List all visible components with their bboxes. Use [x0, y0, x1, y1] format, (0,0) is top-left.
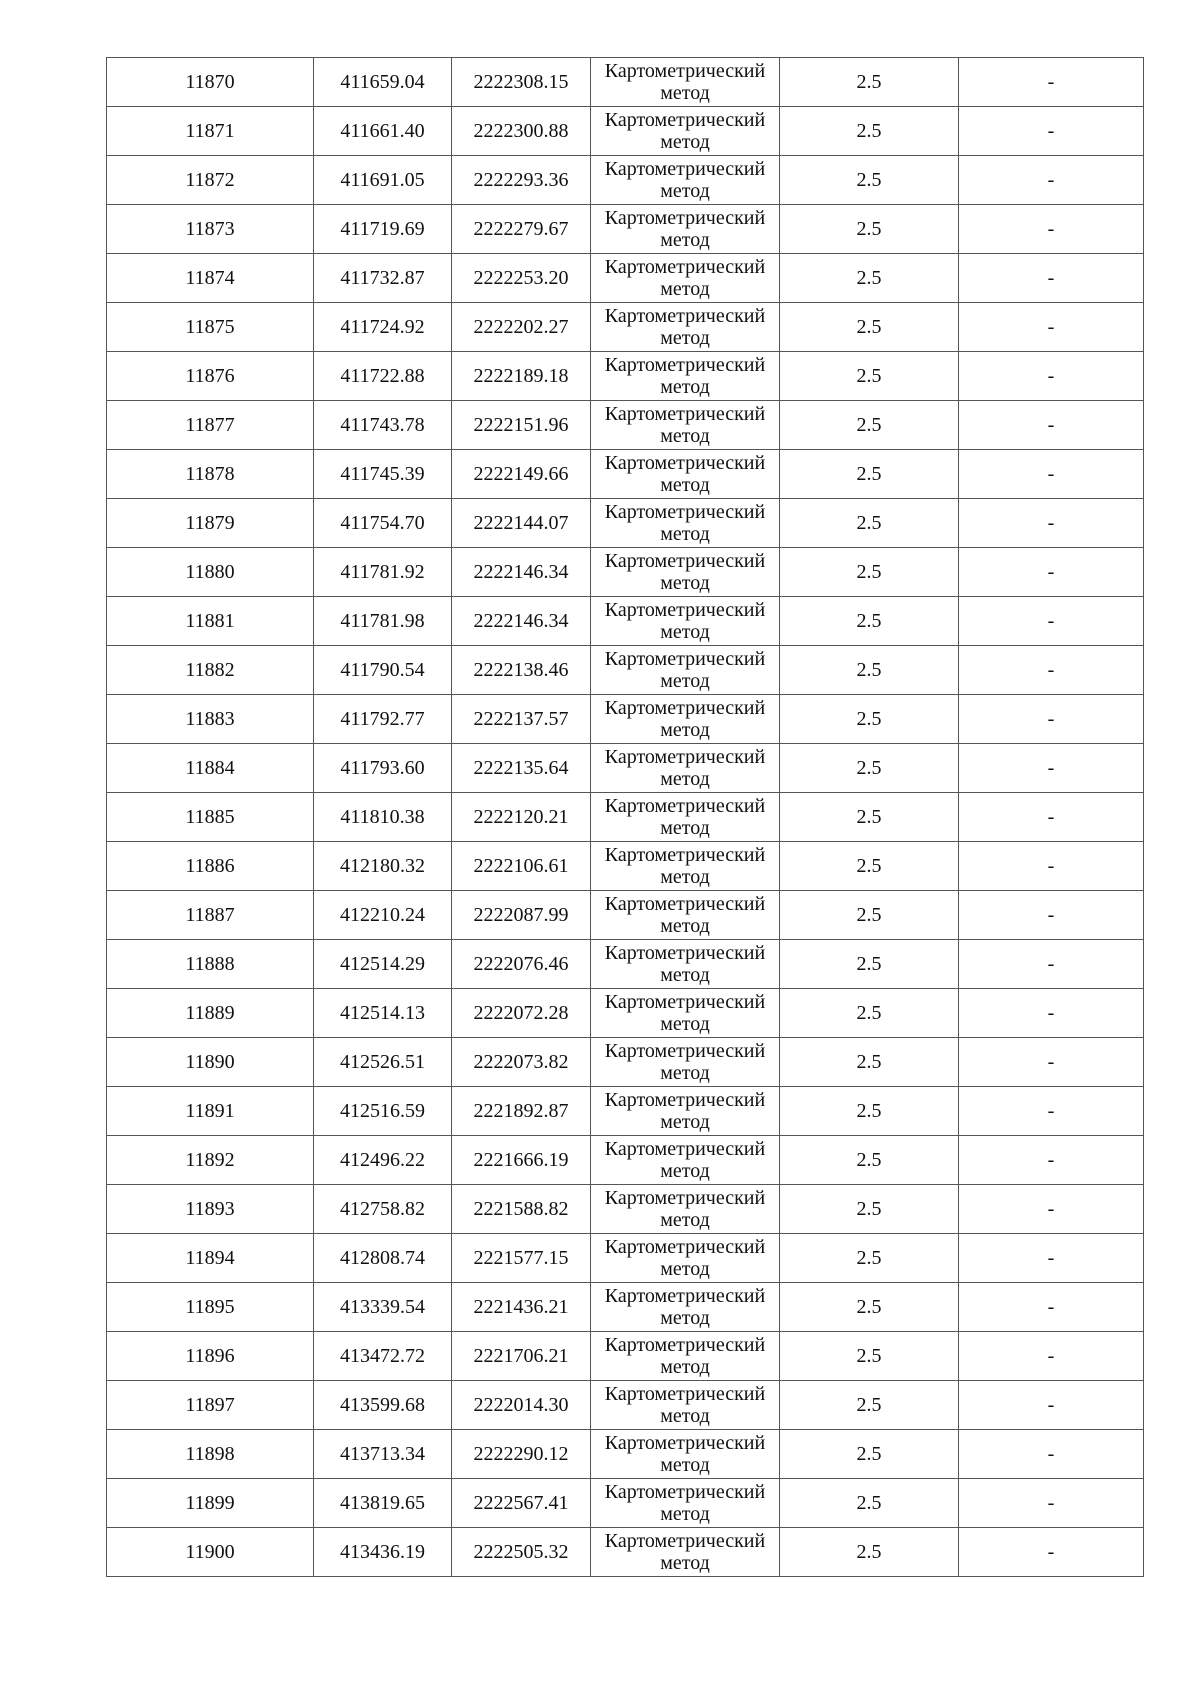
method-line-2: метод: [660, 621, 710, 643]
note-cell: -: [959, 1185, 1144, 1234]
method-line-2: метод: [660, 425, 710, 447]
table-row: [107, 1332, 1144, 1381]
point-number-cell: 11876: [107, 352, 314, 401]
x-coordinate-cell: 413339.54: [314, 1283, 452, 1332]
y-coordinate-cell: 2221577.15: [452, 1234, 591, 1283]
y-coordinate-cell: 2222293.36: [452, 156, 591, 205]
point-number-cell: 11890: [107, 1038, 314, 1087]
accuracy-cell: 2.5: [780, 1087, 959, 1136]
method-line-1: Картометрический: [604, 893, 766, 915]
point-number-cell: 11895: [107, 1283, 314, 1332]
method-line-1: Картометрический: [604, 1285, 766, 1307]
note-cell: -: [959, 646, 1144, 695]
method-cell: [591, 793, 780, 842]
accuracy-cell: 2.5: [780, 1185, 959, 1234]
y-coordinate-cell: 2222300.88: [452, 107, 591, 156]
x-coordinate-cell: 412514.13: [314, 989, 452, 1038]
x-coordinate-cell: 412210.24: [314, 891, 452, 940]
y-coordinate-cell: 2221588.82: [452, 1185, 591, 1234]
method-cell: [591, 1136, 780, 1185]
method-line-1: Картометрический: [604, 550, 766, 572]
accuracy-cell: 2.5: [780, 1479, 959, 1528]
table-row: [107, 58, 1144, 107]
method-line-2: метод: [660, 1209, 710, 1231]
method-line-2: метод: [660, 327, 710, 349]
table-row: [107, 401, 1144, 450]
method-cell: [591, 1381, 780, 1430]
note-cell: -: [959, 205, 1144, 254]
x-coordinate-cell: 412516.59: [314, 1087, 452, 1136]
method-line-1: Картометрический: [604, 844, 766, 866]
point-number-cell: 11891: [107, 1087, 314, 1136]
x-coordinate-cell: 413819.65: [314, 1479, 452, 1528]
point-number-cell: 11881: [107, 597, 314, 646]
accuracy-cell: 2.5: [780, 695, 959, 744]
method-line-2: метод: [660, 131, 710, 153]
y-coordinate-cell: 2222189.18: [452, 352, 591, 401]
point-number-cell: 11880: [107, 548, 314, 597]
method-line-1: Картометрический: [604, 697, 766, 719]
x-coordinate-cell: 411810.38: [314, 793, 452, 842]
method-line-1: Картометрический: [604, 1187, 766, 1209]
point-number-cell: 11899: [107, 1479, 314, 1528]
method-cell: [591, 1430, 780, 1479]
note-cell: -: [959, 254, 1144, 303]
point-number-cell: 11884: [107, 744, 314, 793]
method-cell: [591, 450, 780, 499]
x-coordinate-cell: 413713.34: [314, 1430, 452, 1479]
method-line-2: метод: [660, 1307, 710, 1329]
method-line-2: метод: [660, 866, 710, 888]
accuracy-cell: 2.5: [780, 940, 959, 989]
table-row: [107, 156, 1144, 205]
note-cell: -: [959, 940, 1144, 989]
table-row: [107, 1283, 1144, 1332]
x-coordinate-cell: 411793.60: [314, 744, 452, 793]
point-number-cell: 11886: [107, 842, 314, 891]
point-number-cell: 11888: [107, 940, 314, 989]
accuracy-cell: 2.5: [780, 891, 959, 940]
y-coordinate-cell: 2222073.82: [452, 1038, 591, 1087]
x-coordinate-cell: 411745.39: [314, 450, 452, 499]
accuracy-cell: 2.5: [780, 793, 959, 842]
y-coordinate-cell: 2222120.21: [452, 793, 591, 842]
method-line-1: Картометрический: [604, 1138, 766, 1160]
x-coordinate-cell: 411719.69: [314, 205, 452, 254]
x-coordinate-cell: 412758.82: [314, 1185, 452, 1234]
accuracy-cell: 2.5: [780, 1038, 959, 1087]
method-line-1: Картометрический: [604, 942, 766, 964]
method-cell: [591, 1283, 780, 1332]
note-cell: -: [959, 1528, 1144, 1577]
x-coordinate-cell: 411781.92: [314, 548, 452, 597]
note-cell: -: [959, 793, 1144, 842]
method-cell: [591, 1185, 780, 1234]
note-cell: -: [959, 303, 1144, 352]
table-row: [107, 793, 1144, 842]
table-row: [107, 254, 1144, 303]
note-cell: -: [959, 597, 1144, 646]
note-cell: -: [959, 989, 1144, 1038]
y-coordinate-cell: 2222290.12: [452, 1430, 591, 1479]
method-line-1: Картометрический: [604, 991, 766, 1013]
method-line-2: метод: [660, 768, 710, 790]
x-coordinate-cell: 411732.87: [314, 254, 452, 303]
method-line-2: метод: [660, 1013, 710, 1035]
table-row: [107, 1381, 1144, 1430]
method-line-2: метод: [660, 1111, 710, 1133]
point-number-cell: 11873: [107, 205, 314, 254]
method-line-2: метод: [660, 1062, 710, 1084]
point-number-cell: 11892: [107, 1136, 314, 1185]
method-cell: [591, 989, 780, 1038]
method-line-1: Картометрический: [604, 746, 766, 768]
y-coordinate-cell: 2221436.21: [452, 1283, 591, 1332]
note-cell: -: [959, 1479, 1144, 1528]
x-coordinate-cell: 411792.77: [314, 695, 452, 744]
point-number-cell: 11882: [107, 646, 314, 695]
method-cell: [591, 597, 780, 646]
table-row: [107, 450, 1144, 499]
coordinates-table-body: [107, 58, 1144, 1577]
y-coordinate-cell: 2222014.30: [452, 1381, 591, 1430]
method-line-1: Картометрический: [604, 1236, 766, 1258]
accuracy-cell: 2.5: [780, 1234, 959, 1283]
note-cell: -: [959, 58, 1144, 107]
point-number-cell: 11872: [107, 156, 314, 205]
method-cell: [591, 1332, 780, 1381]
accuracy-cell: 2.5: [780, 205, 959, 254]
point-number-cell: 11870: [107, 58, 314, 107]
accuracy-cell: 2.5: [780, 107, 959, 156]
method-line-1: Картометрический: [604, 1383, 766, 1405]
accuracy-cell: 2.5: [780, 1430, 959, 1479]
x-coordinate-cell: 413472.72: [314, 1332, 452, 1381]
accuracy-cell: 2.5: [780, 1528, 959, 1577]
point-number-cell: 11898: [107, 1430, 314, 1479]
table-row: [107, 1479, 1144, 1528]
y-coordinate-cell: 2222144.07: [452, 499, 591, 548]
point-number-cell: 11874: [107, 254, 314, 303]
x-coordinate-cell: 411661.40: [314, 107, 452, 156]
accuracy-cell: 2.5: [780, 58, 959, 107]
point-number-cell: 11893: [107, 1185, 314, 1234]
accuracy-cell: 2.5: [780, 1136, 959, 1185]
method-line-1: Картометрический: [604, 207, 766, 229]
method-line-2: метод: [660, 572, 710, 594]
y-coordinate-cell: 2221892.87: [452, 1087, 591, 1136]
accuracy-cell: 2.5: [780, 254, 959, 303]
x-coordinate-cell: 411691.05: [314, 156, 452, 205]
method-cell: [591, 254, 780, 303]
y-coordinate-cell: 2222505.32: [452, 1528, 591, 1577]
note-cell: -: [959, 352, 1144, 401]
document-page: [106, 57, 1139, 1577]
point-number-cell: 11871: [107, 107, 314, 156]
y-coordinate-cell: 2222087.99: [452, 891, 591, 940]
y-coordinate-cell: 2222146.34: [452, 548, 591, 597]
note-cell: -: [959, 499, 1144, 548]
note-cell: -: [959, 401, 1144, 450]
method-line-1: Картометрический: [604, 1530, 766, 1552]
point-number-cell: 11889: [107, 989, 314, 1038]
note-cell: -: [959, 1136, 1144, 1185]
table-row: [107, 1185, 1144, 1234]
point-number-cell: 11883: [107, 695, 314, 744]
note-cell: -: [959, 842, 1144, 891]
table-row: [107, 597, 1144, 646]
method-cell: [591, 695, 780, 744]
note-cell: -: [959, 1283, 1144, 1332]
method-cell: [591, 58, 780, 107]
table-row: [107, 1528, 1144, 1577]
y-coordinate-cell: 2222146.34: [452, 597, 591, 646]
method-cell: [591, 1528, 780, 1577]
method-line-1: Картометрический: [604, 158, 766, 180]
method-line-1: Картометрический: [604, 60, 766, 82]
table-row: [107, 499, 1144, 548]
y-coordinate-cell: 2222149.66: [452, 450, 591, 499]
table-row: [107, 989, 1144, 1038]
method-line-1: Картометрический: [604, 256, 766, 278]
method-line-1: Картометрический: [604, 1089, 766, 1111]
table-row: [107, 842, 1144, 891]
note-cell: -: [959, 548, 1144, 597]
x-coordinate-cell: 412808.74: [314, 1234, 452, 1283]
table-row: [107, 352, 1144, 401]
table-row: [107, 1234, 1144, 1283]
accuracy-cell: 2.5: [780, 352, 959, 401]
y-coordinate-cell: 2222135.64: [452, 744, 591, 793]
method-line-2: метод: [660, 915, 710, 937]
method-cell: [591, 1234, 780, 1283]
method-cell: [591, 842, 780, 891]
method-line-1: Картометрический: [604, 109, 766, 131]
y-coordinate-cell: 2222567.41: [452, 1479, 591, 1528]
table-row: [107, 303, 1144, 352]
method-line-1: Картометрический: [604, 795, 766, 817]
method-line-1: Картометрический: [604, 452, 766, 474]
method-line-2: метод: [660, 229, 710, 251]
note-cell: -: [959, 695, 1144, 744]
method-line-2: метод: [660, 1405, 710, 1427]
note-cell: -: [959, 1430, 1144, 1479]
table-row: [107, 940, 1144, 989]
note-cell: -: [959, 107, 1144, 156]
method-line-2: метод: [660, 523, 710, 545]
point-number-cell: 11894: [107, 1234, 314, 1283]
method-cell: [591, 499, 780, 548]
table-row: [107, 695, 1144, 744]
note-cell: -: [959, 891, 1144, 940]
method-cell: [591, 646, 780, 695]
table-row: [107, 1038, 1144, 1087]
method-cell: [591, 1087, 780, 1136]
accuracy-cell: 2.5: [780, 499, 959, 548]
method-cell: [591, 107, 780, 156]
x-coordinate-cell: 411722.88: [314, 352, 452, 401]
accuracy-cell: 2.5: [780, 303, 959, 352]
accuracy-cell: 2.5: [780, 401, 959, 450]
method-cell: [591, 1038, 780, 1087]
point-number-cell: 11877: [107, 401, 314, 450]
method-line-2: метод: [660, 670, 710, 692]
coordinates-table: [106, 57, 1144, 1577]
method-line-2: метод: [660, 1258, 710, 1280]
method-cell: [591, 548, 780, 597]
y-coordinate-cell: 2222072.28: [452, 989, 591, 1038]
note-cell: -: [959, 744, 1144, 793]
table-row: [107, 646, 1144, 695]
x-coordinate-cell: 412180.32: [314, 842, 452, 891]
accuracy-cell: 2.5: [780, 1381, 959, 1430]
method-cell: [591, 891, 780, 940]
method-line-1: Картометрический: [604, 1040, 766, 1062]
point-number-cell: 11878: [107, 450, 314, 499]
y-coordinate-cell: 2222076.46: [452, 940, 591, 989]
accuracy-cell: 2.5: [780, 842, 959, 891]
table-row: [107, 107, 1144, 156]
x-coordinate-cell: 412526.51: [314, 1038, 452, 1087]
accuracy-cell: 2.5: [780, 450, 959, 499]
accuracy-cell: 2.5: [780, 156, 959, 205]
point-number-cell: 11897: [107, 1381, 314, 1430]
accuracy-cell: 2.5: [780, 989, 959, 1038]
x-coordinate-cell: 412514.29: [314, 940, 452, 989]
accuracy-cell: 2.5: [780, 744, 959, 793]
point-number-cell: 11896: [107, 1332, 314, 1381]
method-line-2: метод: [660, 1356, 710, 1378]
method-line-2: метод: [660, 180, 710, 202]
method-line-2: метод: [660, 817, 710, 839]
method-line-2: метод: [660, 719, 710, 741]
method-line-2: метод: [660, 1503, 710, 1525]
method-line-2: метод: [660, 1454, 710, 1476]
x-coordinate-cell: 411781.98: [314, 597, 452, 646]
accuracy-cell: 2.5: [780, 548, 959, 597]
method-cell: [591, 1479, 780, 1528]
point-number-cell: 11887: [107, 891, 314, 940]
method-cell: [591, 401, 780, 450]
method-line-1: Картометрический: [604, 1334, 766, 1356]
accuracy-cell: 2.5: [780, 1332, 959, 1381]
note-cell: -: [959, 1381, 1144, 1430]
method-line-2: метод: [660, 1160, 710, 1182]
method-line-2: метод: [660, 964, 710, 986]
x-coordinate-cell: 411659.04: [314, 58, 452, 107]
method-line-2: метод: [660, 82, 710, 104]
method-line-1: Картометрический: [604, 501, 766, 523]
y-coordinate-cell: 2221706.21: [452, 1332, 591, 1381]
x-coordinate-cell: 411754.70: [314, 499, 452, 548]
method-cell: [591, 940, 780, 989]
note-cell: -: [959, 156, 1144, 205]
accuracy-cell: 2.5: [780, 1283, 959, 1332]
accuracy-cell: 2.5: [780, 646, 959, 695]
method-line-2: метод: [660, 474, 710, 496]
method-line-1: Картометрический: [604, 599, 766, 621]
y-coordinate-cell: 2222137.57: [452, 695, 591, 744]
x-coordinate-cell: 413599.68: [314, 1381, 452, 1430]
table-row: [107, 891, 1144, 940]
method-line-1: Картометрический: [604, 354, 766, 376]
point-number-cell: 11885: [107, 793, 314, 842]
note-cell: -: [959, 450, 1144, 499]
method-line-1: Картометрический: [604, 1432, 766, 1454]
y-coordinate-cell: 2222279.67: [452, 205, 591, 254]
table-row: [107, 1136, 1144, 1185]
method-line-2: метод: [660, 376, 710, 398]
table-row: [107, 205, 1144, 254]
method-cell: [591, 303, 780, 352]
note-cell: -: [959, 1332, 1144, 1381]
note-cell: -: [959, 1234, 1144, 1283]
method-line-2: метод: [660, 278, 710, 300]
method-line-1: Картометрический: [604, 1481, 766, 1503]
x-coordinate-cell: 411743.78: [314, 401, 452, 450]
table-row: [107, 1430, 1144, 1479]
method-cell: [591, 744, 780, 793]
y-coordinate-cell: 2222253.20: [452, 254, 591, 303]
method-line-1: Картометрический: [604, 648, 766, 670]
note-cell: -: [959, 1038, 1144, 1087]
method-line-1: Картометрический: [604, 403, 766, 425]
method-line-1: Картометрический: [604, 305, 766, 327]
y-coordinate-cell: 2222202.27: [452, 303, 591, 352]
y-coordinate-cell: 2222138.46: [452, 646, 591, 695]
y-coordinate-cell: 2222308.15: [452, 58, 591, 107]
table-row: [107, 744, 1144, 793]
y-coordinate-cell: 2222106.61: [452, 842, 591, 891]
method-cell: [591, 205, 780, 254]
y-coordinate-cell: 2221666.19: [452, 1136, 591, 1185]
x-coordinate-cell: 411724.92: [314, 303, 452, 352]
y-coordinate-cell: 2222151.96: [452, 401, 591, 450]
note-cell: -: [959, 1087, 1144, 1136]
x-coordinate-cell: 412496.22: [314, 1136, 452, 1185]
table-row: [107, 548, 1144, 597]
x-coordinate-cell: 413436.19: [314, 1528, 452, 1577]
table-row: [107, 1087, 1144, 1136]
point-number-cell: 11879: [107, 499, 314, 548]
method-cell: [591, 352, 780, 401]
x-coordinate-cell: 411790.54: [314, 646, 452, 695]
accuracy-cell: 2.5: [780, 597, 959, 646]
point-number-cell: 11875: [107, 303, 314, 352]
point-number-cell: 11900: [107, 1528, 314, 1577]
method-line-2: метод: [660, 1552, 710, 1574]
method-cell: [591, 156, 780, 205]
